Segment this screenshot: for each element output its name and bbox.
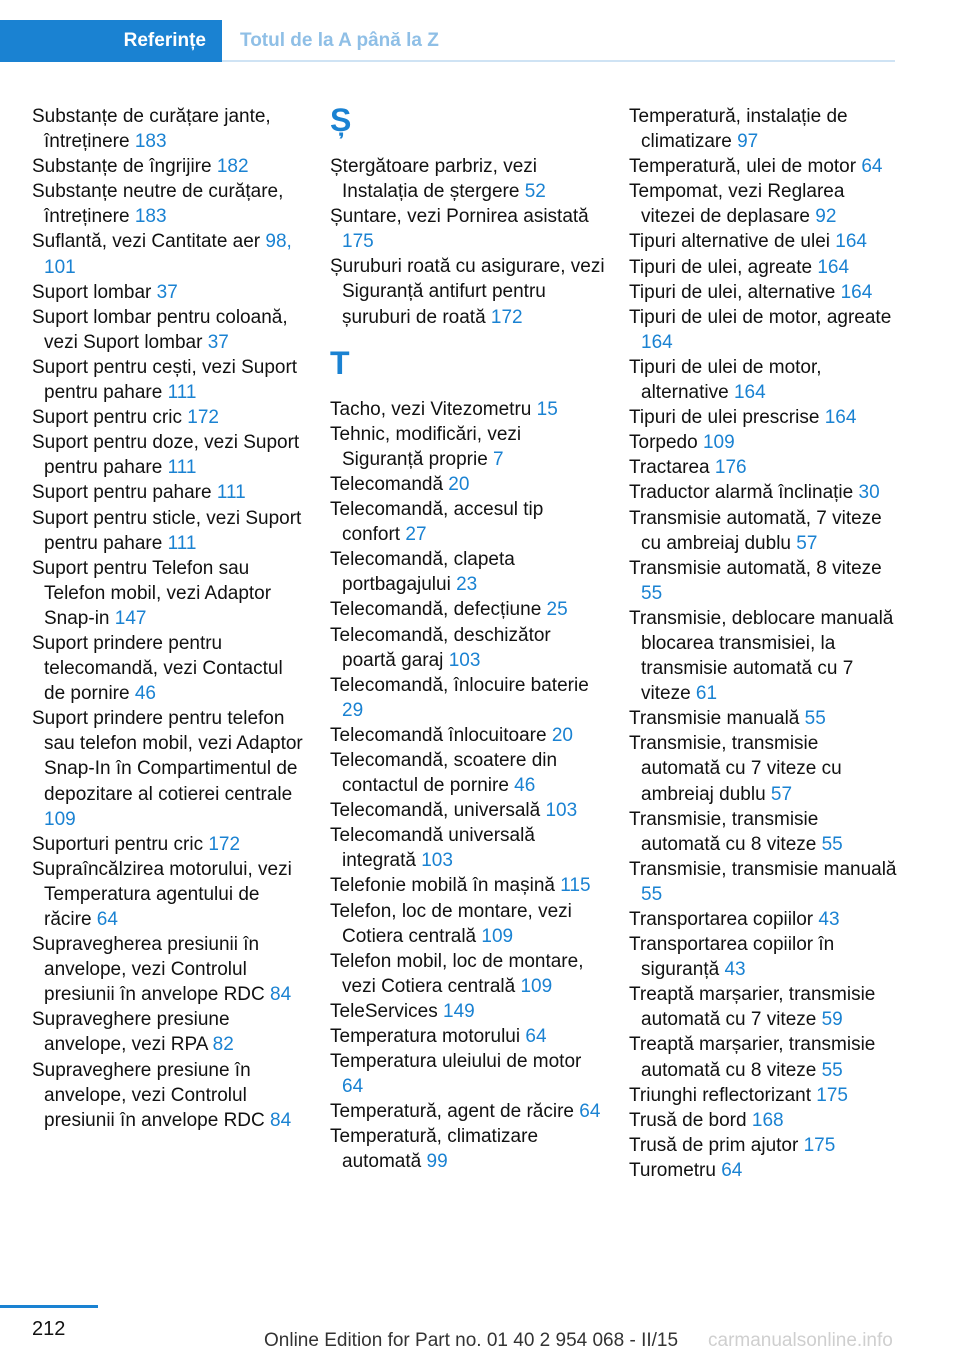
index-entry-term: Tipuri de ulei, agreate <box>629 256 818 278</box>
index-entry <box>330 723 605 748</box>
page-reference-link[interactable]: 168 <box>751 1109 784 1131</box>
index-entry-term: Substanțe de îngrijire <box>32 156 217 178</box>
index-entry-term: Suport lombar pentru coloană, vezi Suport lombar <box>32 306 288 353</box>
index-entry <box>629 405 901 430</box>
index-entry <box>32 932 307 1007</box>
index-entry <box>629 305 901 355</box>
index-entry <box>32 480 307 505</box>
index-entry-term: Transmisie, transmisie manuală <box>629 858 897 880</box>
index-entry <box>629 907 901 932</box>
index-entry-term: Telecomandă, deschizător poartă garaj <box>330 624 551 671</box>
page-reference-link[interactable]: 29 <box>342 699 364 721</box>
index-column-1 <box>32 104 307 1133</box>
page-reference-link[interactable]: 109 <box>520 975 553 997</box>
page-reference-link[interactable]: 172 <box>187 407 219 429</box>
index-entry <box>629 1158 901 1183</box>
page-reference-link[interactable]: 46 <box>134 683 156 705</box>
page-reference-link[interactable]: 103 <box>545 800 578 822</box>
index-entry <box>629 1083 901 1108</box>
index-entry <box>32 1007 307 1057</box>
page-reference-link[interactable]: 149 <box>443 1000 475 1022</box>
index-entry <box>32 405 307 430</box>
page-reference-link[interactable]: 64 <box>861 156 883 178</box>
page-reference-link[interactable]: 37 <box>156 281 178 303</box>
index-entry-term: Temperatura motorului <box>330 1026 526 1047</box>
page-reference-link[interactable]: 55 <box>804 708 826 730</box>
page-reference-link[interactable]: 176 <box>714 457 747 479</box>
header-tab-totul[interactable]: Totul de la A până la Z <box>240 30 439 51</box>
index-entry <box>330 999 605 1024</box>
index-entry <box>330 1049 605 1099</box>
page-reference-link[interactable]: 43 <box>724 959 746 981</box>
index-entry <box>32 305 307 355</box>
index-entry <box>629 556 901 606</box>
page-reference-link[interactable]: 20 <box>551 724 573 746</box>
index-entry <box>629 480 901 505</box>
index-entry-term: Suport pentru cești, vezi Suport pentru pahare <box>32 356 298 404</box>
page-reference-link[interactable]: 111 <box>167 382 197 404</box>
page-reference-link[interactable]: 57 <box>770 783 793 805</box>
page-reference-link[interactable]: 175 <box>342 231 374 253</box>
page-reference-link[interactable]: 59 <box>821 1009 843 1031</box>
index-entry <box>629 154 901 179</box>
index-entry <box>629 731 901 806</box>
index-entry-term: Transmisie automată, 7 viteze cu ambreiaj dublu <box>629 507 882 554</box>
index-entry <box>330 873 605 898</box>
page-reference-link[interactable]: 7 <box>493 448 504 470</box>
page-reference-link[interactable]: 164 <box>733 382 766 404</box>
index-entry-term: Ștergătoare parbriz, vezi Instalația de ștergere <box>330 156 537 203</box>
index-entry-term: Suport pentru Telefon sau Telefon mobil, vezi Adaptor Snap-in <box>32 557 272 629</box>
edition-text: Online Edition for Part no. 01 40 2 954 068 - II/15 <box>264 1330 679 1351</box>
index-entry-term: Suport pentru sticle, vezi Suport pentru pahare <box>32 507 302 554</box>
index-entry-term: Telecomandă, universală <box>330 800 546 822</box>
index-entry <box>330 949 605 999</box>
index-entry <box>32 506 307 556</box>
page-reference-link[interactable]: 109 <box>702 432 735 454</box>
index-entry-term: Temperatură, agent de răcire <box>330 1101 580 1123</box>
index-entry <box>32 556 307 631</box>
page-reference-link[interactable]: 164 <box>840 281 873 303</box>
page-reference-link[interactable]: 97 <box>737 131 759 153</box>
index-entry-term: Telecomandă, scoatere din contactul de pornire <box>330 749 558 797</box>
footer-rule <box>0 1305 98 1308</box>
index-entry-term: Tacho, vezi Vitezometru <box>330 398 537 420</box>
index-entry <box>330 1024 605 1049</box>
page-reference-link[interactable]: 64 <box>721 1159 743 1181</box>
page-reference-link[interactable]: 183 <box>134 131 167 153</box>
index-entry <box>629 280 901 305</box>
index-entry-term: Treaptă marșarier, transmisie automată cu 8 viteze <box>629 1034 876 1081</box>
page-reference-link[interactable]: 64 <box>579 1101 601 1123</box>
page-reference-link[interactable]: 172 <box>208 833 241 855</box>
index-entry <box>629 506 901 556</box>
page-reference-link[interactable]: 43 <box>818 909 840 930</box>
index-entry <box>629 179 901 229</box>
index-entry <box>330 497 605 547</box>
index-entry-term: Supraveghere presiune anvelope, vezi RPA <box>32 1009 230 1056</box>
index-entry-term: Temperatură, ulei de motor <box>629 156 862 178</box>
index-entry <box>629 1032 901 1082</box>
index-entry <box>330 899 605 949</box>
page-reference-link[interactable]: 111 <box>216 482 246 504</box>
header-tab-referinte[interactable]: Referințe <box>123 30 206 51</box>
index-entry-term: Treaptă marșarier, transmisie automată cu 7 viteze <box>629 984 876 1031</box>
index-entry-term: Substanțe de curățare jante, întreținere <box>32 106 271 153</box>
index-entry <box>629 1133 901 1158</box>
index-entry <box>629 706 901 731</box>
index-column-3 <box>629 104 901 1183</box>
index-entry <box>32 179 307 229</box>
page-reference-link[interactable]: 55 <box>821 1059 843 1081</box>
index-entry <box>330 748 605 798</box>
page-reference-link[interactable]: 111 <box>167 532 197 554</box>
index-entry-term: Tehnic, modificări, vezi Siguranță proprie <box>330 423 522 470</box>
index-entry-term: Telecomandă <box>330 473 449 495</box>
page-reference-link[interactable]: 92 <box>815 206 837 228</box>
index-entry <box>629 430 901 455</box>
index-entry <box>330 623 605 673</box>
index-entry-term: Tipuri de ulei prescrise <box>629 407 825 429</box>
page-reference-link[interactable]: 25 <box>546 599 568 621</box>
index-entry <box>330 154 605 204</box>
page-reference-link[interactable]: 61 <box>695 683 718 705</box>
page-reference-link[interactable]: 175 <box>803 1134 836 1156</box>
index-entry-term: Suport prindere pentru telecomandă, vezi Contactul de pornire <box>32 632 283 705</box>
index-entry-term: Suport pentru cric <box>32 407 188 429</box>
index-entry-term: Suport prindere pentru telefon sau telefon mobil, vezi Adaptor Snap-In în Compartimentul de depozitare al cotierei centrale <box>32 708 303 805</box>
page-reference-link[interactable]: 109 <box>481 925 514 947</box>
index-entry-term: TeleServices <box>330 1000 443 1022</box>
index-entry <box>32 857 307 932</box>
index-entry-term: Transmisie manuală <box>629 708 805 730</box>
page-reference-link[interactable]: 55 <box>641 582 663 604</box>
index-entry-term: Temperatura uleiului de motor <box>330 1051 582 1073</box>
index-entry <box>330 547 605 597</box>
index-entry <box>330 1124 605 1174</box>
index-entry <box>629 455 901 480</box>
page-reference-link[interactable]: 46 <box>514 775 536 797</box>
index-entry-term: Telecomandă, înlocuire baterie <box>330 674 589 696</box>
index-entry <box>330 798 605 823</box>
index-entry <box>330 422 605 472</box>
index-entry <box>629 932 901 982</box>
index-entry <box>330 823 605 873</box>
page-reference-link[interactable]: 182 <box>216 156 249 178</box>
index-entry <box>32 832 307 857</box>
index-entry-term: Telecomandă universală integrată <box>330 825 535 872</box>
index-entry <box>330 673 605 723</box>
page-reference-link[interactable]: 37 <box>207 331 229 353</box>
index-entry-term: Traductor alarmă înclinație <box>629 482 859 504</box>
page-number: 212 <box>32 1318 66 1340</box>
index-entry-term: Tipuri alternative de ulei <box>629 231 836 253</box>
index-entry-term: Supraveghere presiune în anvelope, vezi Controlul presiunii în anvelope RDC <box>32 1059 271 1131</box>
index-entry <box>32 104 307 154</box>
index-entry-term: Temperatură, climatizare automată <box>330 1126 539 1173</box>
index-entry <box>32 1058 307 1133</box>
page-reference-link[interactable]: 183 <box>134 206 167 228</box>
index-entry-term: Transmisie, deblocare manuală blocarea transmisiei, la transmisie automată cu 7 viteze <box>629 607 894 705</box>
index-entry <box>629 229 901 254</box>
page-reference-link[interactable]: 55 <box>821 833 843 855</box>
index-entry-term: Substanțe neutre de curățare, întreținere <box>32 181 284 228</box>
index-entry-term: Turometru <box>629 1159 722 1181</box>
page-reference-link[interactable]: 115 <box>560 875 591 897</box>
index-entry-term: Suporturi pentru cric <box>32 833 209 855</box>
index-entry-term: Suport pentru pahare <box>32 482 217 504</box>
index-entry-term: Telefon, loc de montare, vezi Cotiera centrală <box>330 900 572 947</box>
index-entry-term: Triunghi reflectorizant <box>629 1084 817 1106</box>
index-entry-term: Suport lombar <box>32 281 157 303</box>
page-reference-link[interactable]: 175 <box>816 1084 848 1106</box>
index-entry-term: Tipuri de ulei de motor, alternative <box>629 356 822 404</box>
watermark: carmanualsonline.info <box>708 1330 893 1351</box>
index-entry <box>629 857 901 907</box>
page-reference-link[interactable]: 20 <box>448 473 470 495</box>
page-reference-link[interactable]: 98, 101 <box>44 231 292 278</box>
index-entry <box>330 597 605 622</box>
page-reference-link[interactable]: 64 <box>525 1026 547 1047</box>
index-entry <box>629 982 901 1032</box>
page-reference-link[interactable]: 64 <box>342 1076 364 1098</box>
index-entry-term: Șuruburi roată cu asigurare, vezi Siguranță antifurt pentru șuruburi de roată <box>330 256 605 328</box>
page-reference-link[interactable]: 103 <box>448 649 481 671</box>
page-reference-link[interactable]: 84 <box>270 984 292 1006</box>
index-entry-term: Transmisie automată, 8 viteze <box>629 557 882 579</box>
page-reference-link[interactable]: 82 <box>212 1034 234 1056</box>
page-reference-link[interactable]: 27 <box>405 524 427 546</box>
index-entry-term: Telefon mobil, loc de montare, vezi Cotiera centrală <box>330 950 584 997</box>
index-entry <box>330 204 605 254</box>
page-reference-link[interactable]: 109 <box>44 808 76 830</box>
page-reference-link[interactable]: 52 <box>524 181 546 203</box>
page-header <box>0 20 895 62</box>
index-entry <box>629 255 901 280</box>
index-entry-term: Trusă de prim ajutor <box>629 1134 804 1156</box>
index-entry-term: Transportarea copiilor în siguranță <box>629 934 835 981</box>
index-entry <box>32 154 307 179</box>
page-reference-link[interactable]: 103 <box>421 850 453 872</box>
index-entry <box>629 1108 901 1133</box>
index-entry <box>330 1099 605 1124</box>
page-reference-link[interactable]: 84 <box>270 1109 292 1131</box>
page-reference-link[interactable]: 15 <box>536 398 558 420</box>
index-entry-term: Tipuri de ulei de motor, agreate <box>629 306 892 328</box>
page-reference-link[interactable]: 30 <box>858 482 880 504</box>
page-reference-link[interactable]: 64 <box>96 909 118 930</box>
index-entry <box>629 104 901 154</box>
index-entry-term: Telefonie mobilă în mașină <box>330 875 561 897</box>
index-entry-term: Telecomandă, defecțiune <box>330 599 547 621</box>
index-entry <box>330 254 605 329</box>
page-reference-link[interactable]: 147 <box>114 607 147 629</box>
index-entry-term: Transmisie, transmisie automată cu 8 viteze <box>629 808 822 855</box>
index-entry <box>330 472 605 497</box>
index-entry-term: Suflantă, vezi Cantitate aer <box>32 231 266 253</box>
index-entry-term: Trusă de bord <box>629 1109 752 1131</box>
section-letter: T <box>330 344 350 381</box>
page-reference-link[interactable]: 55 <box>641 883 663 905</box>
section-letter: Ș <box>330 102 352 138</box>
index-entry <box>32 229 307 279</box>
index-entry <box>32 631 307 706</box>
index-column-2 <box>330 104 605 1175</box>
page-reference-link[interactable]: 57 <box>796 532 818 554</box>
index-entry-term: Tipuri de ulei, alternative <box>629 281 841 303</box>
index-entry <box>32 280 307 305</box>
page-reference-link[interactable]: 99 <box>426 1151 448 1173</box>
page-reference-link[interactable]: 111 <box>167 457 197 479</box>
index-entry-term: Transmisie, transmisie automată cu 7 viteze cu ambreiaj dublu <box>629 733 842 805</box>
index-entry-term: Supraîncălzirea motorului, vezi Temperatura agentului de răcire <box>32 858 292 930</box>
index-entry-term: Șuntare, vezi Pornirea asistată <box>330 206 589 228</box>
index-entry-term: Temperatură, instalație de climatizare <box>629 106 848 153</box>
index-entry <box>330 397 605 422</box>
page-reference-link[interactable]: 23 <box>456 574 478 596</box>
page-reference-link[interactable]: 164 <box>641 331 673 353</box>
index-entry <box>629 807 901 857</box>
page-reference-link[interactable]: 164 <box>835 231 867 253</box>
page-reference-link[interactable]: 164 <box>824 407 857 429</box>
index-entry <box>629 355 901 405</box>
page-reference-link[interactable]: 164 <box>817 256 850 278</box>
index-entry-term: Telecomandă înlocuitoare <box>330 724 552 746</box>
index-entry <box>32 355 307 405</box>
index-entry-term: Tractarea <box>629 457 715 479</box>
index-entry-term: Torpedo <box>629 432 703 454</box>
index-entry-term: Supravegherea presiunii în anvelope, vezi Controlul presiunii în anvelope RDC <box>32 934 271 1006</box>
index-entry <box>32 430 307 480</box>
page-reference-link[interactable]: 172 <box>490 306 523 328</box>
index-entry <box>32 706 307 831</box>
index-entry-term: Telecomandă, clapeta portbagajului <box>330 549 515 596</box>
index-entry-term: Telecomandă, accesul tip confort <box>330 499 544 546</box>
index-entry-term: Transportarea copiilor <box>629 909 819 930</box>
index-entry-term: Tempomat, vezi Reglarea vitezei de deplasare <box>629 181 845 228</box>
index-entry-term: Suport pentru doze, vezi Suport pentru pahare <box>32 432 300 479</box>
index-entry <box>629 606 901 706</box>
